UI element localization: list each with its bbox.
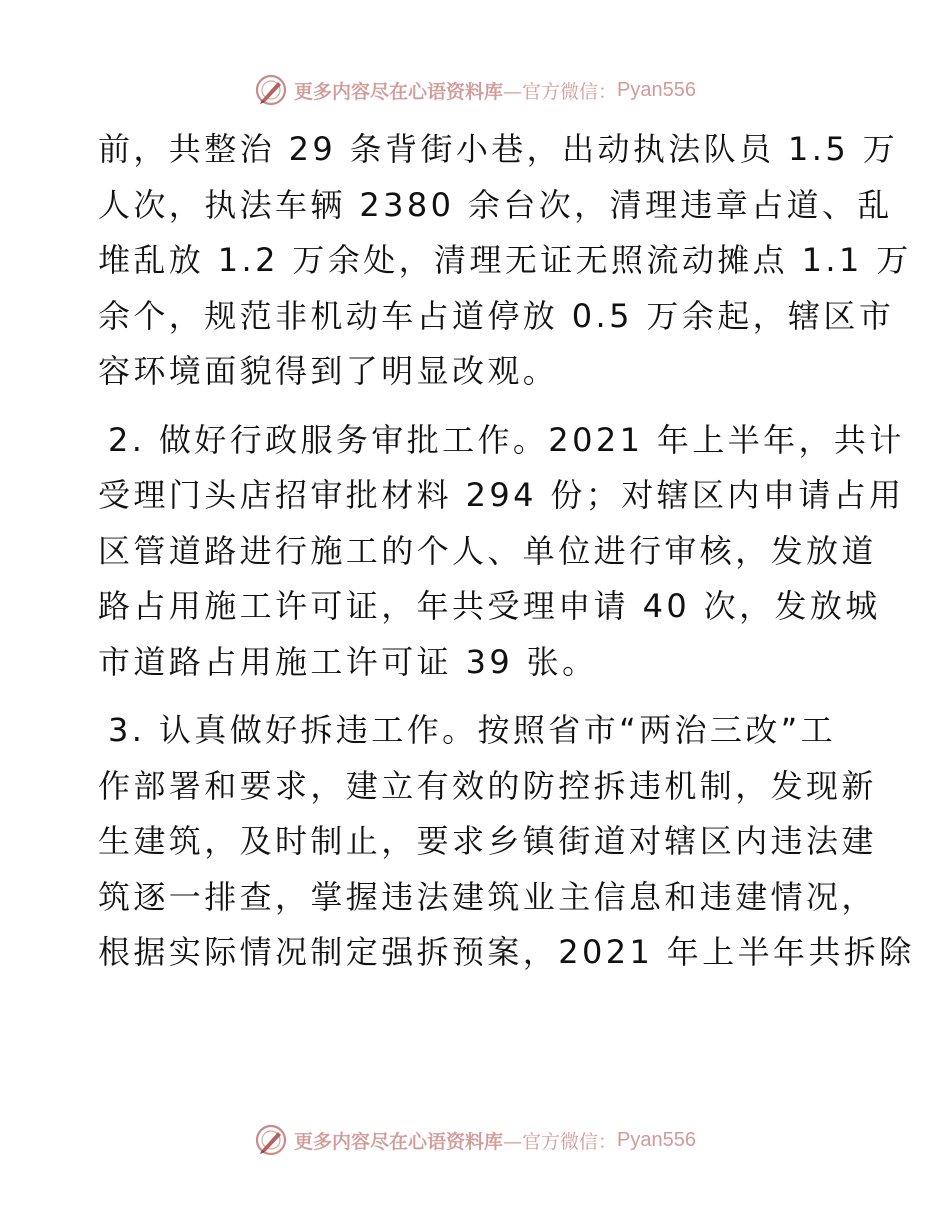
header-watermark: [0, 70, 950, 110]
text-line: 根据实际情况制定强拆预案，2021 年上半年共拆除: [98, 933, 915, 971]
watermark-lead-text: 更多内容尽在心语资料库: [294, 1130, 504, 1153]
paragraph: [98, 413, 905, 691]
text-line: 前，共整治 29 条背街小巷，出动执法队员 1.5 万: [98, 130, 899, 168]
paragraph: [98, 122, 912, 400]
text-line: 区管道路进行施工的个人、单位进行审核，发放道: [98, 531, 877, 570]
text-line: 市道路占用施工许可证 39 张。: [98, 642, 598, 681]
text-line: 筑逐一排查，掌握违法建筑业主信息和违建情况，: [98, 877, 877, 916]
text-line: 容环境面貌得到了明显改观。: [98, 352, 559, 390]
watermark-wechat-id: Pyan556: [617, 1128, 696, 1151]
text-line: 2. 做好行政服务审批工作。2021 年上半年，共计: [108, 420, 905, 459]
watermark-label-text: —官方微信：: [503, 1130, 618, 1153]
watermark-label-text: —官方微信：: [503, 80, 618, 103]
pen-logo-icon: [254, 73, 288, 107]
watermark-wechat-id: Pyan556: [617, 78, 696, 101]
text-line: 人次，执法车辆 2380 余台次，清理违章占道、乱: [98, 185, 893, 224]
text-line: 生建筑，及时制止，要求乡镇街道对辖区内违法建: [98, 822, 877, 860]
watermark-lead-text: 更多内容尽在心语资料库: [294, 80, 504, 103]
footer-watermark: [0, 1120, 950, 1160]
text-line: 作部署和要求，建立有效的防控拆违机制，发现新: [98, 766, 877, 805]
text-line: 路占用施工许可证，年共受理申请 40 次，发放城: [98, 587, 881, 625]
text-line: 受理门头店招审批材料 294 份；对辖区内申请占用: [98, 476, 905, 514]
text-line: 3. 认真做好拆违工作。按照省市“两治三改”工: [108, 711, 837, 749]
paragraph: [98, 703, 915, 981]
text-line: 堆乱放 1.2 万余处，清理无证无照流动摊点 1.1 万: [98, 241, 912, 279]
document-body: [98, 122, 915, 981]
text-line: 余个，规范非机动车占道停放 0.5 万余起，辖区市: [98, 296, 895, 335]
pen-logo-icon: [254, 1123, 288, 1157]
